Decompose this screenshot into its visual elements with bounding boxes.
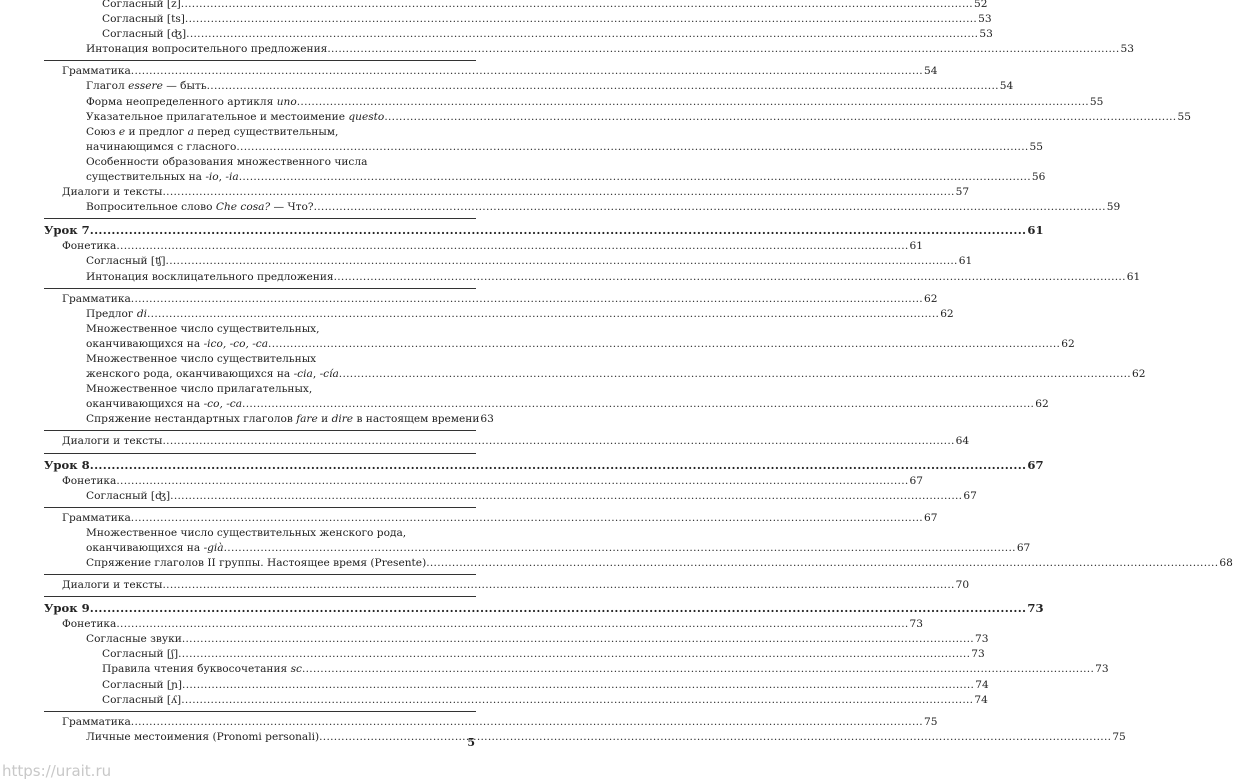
toc-entry-page: 68 (1219, 557, 1233, 569)
toc-entry-page: 54 (999, 80, 1014, 93)
toc-entry-page: 73 (909, 618, 924, 631)
toc-entry-title: Интонация вопросительного предложения (86, 43, 328, 56)
toc-entry-page: 55 (1177, 110, 1191, 123)
toc-lesson-heading (44, 600, 1044, 617)
toc-entry-page: 74 (974, 693, 988, 706)
toc-entry (44, 27, 993, 42)
toc-entry-title: Согласный [z] (102, 0, 181, 10)
toc-entry-title: женского рода, оканчивающихся на -cia, -cía (86, 368, 339, 381)
toc-entry-page: 73 (1095, 663, 1109, 676)
toc-entry-title: существительных на -io, -ia (86, 171, 239, 184)
toc-entry (44, 647, 985, 662)
toc-entry (44, 617, 924, 632)
toc-entry (44, 715, 938, 730)
toc-entry (44, 412, 494, 427)
toc-entry-page: 67 (963, 489, 977, 502)
toc-entry-page: 59 (1106, 201, 1121, 214)
toc-entry (44, 367, 1146, 382)
toc-entry-title: Диалоги и тексты (62, 435, 163, 448)
toc-entry-page: 67 (1027, 457, 1044, 472)
toc-entry (44, 578, 970, 593)
toc-entry (44, 489, 977, 504)
toc-entry-title: Спряжение нестандартных глаголов fare и dire в настоящем времени (86, 413, 480, 426)
toc-entry-page: 55 (1029, 140, 1044, 153)
toc-entry-page: 61 (1126, 270, 1141, 283)
toc-entry (44, 110, 1191, 125)
toc-entry-title: Предлог di (86, 307, 148, 320)
toc-entry (44, 632, 989, 647)
toc-entry-title: Личные местоимения (Pronomi personali) (86, 730, 320, 743)
toc-entry-page: 73 (1027, 601, 1044, 616)
toc-entry-title: Согласный [ʎ] (102, 693, 182, 706)
toc-entry-page: 62 (940, 307, 954, 320)
toc-entry-title: Глагол essere — быть (86, 80, 207, 93)
toc-entry-page: 74 (975, 678, 989, 691)
toc-entry-title: Урок 8 (44, 457, 90, 472)
toc-entry-page: 56 (1031, 171, 1046, 184)
toc-entry-line: Особенности образования множественного числа (86, 155, 368, 168)
toc-entry-title: Фонетика (62, 474, 117, 487)
toc-entry (44, 292, 938, 307)
toc-entry (44, 254, 973, 269)
divider (44, 60, 476, 61)
toc-entry-page: 64 (955, 435, 970, 448)
toc-entry-page: 62 (1061, 337, 1075, 350)
divider (44, 288, 476, 289)
toc-entry-page: 53 (978, 13, 992, 26)
toc-entry-title: Указательное прилагательное и местоимение questo (86, 110, 385, 123)
toc-entry-line: Множественное число существительных (86, 352, 317, 365)
toc-entry-title: Согласный [ts] (102, 13, 185, 26)
toc-entry (44, 140, 1044, 155)
toc-entry (44, 511, 938, 526)
toc-entry (44, 64, 938, 79)
toc-entry-title: Урок 7 (44, 223, 90, 238)
toc-entry-title: Грамматика (62, 292, 131, 305)
toc-entry (44, 0, 988, 12)
toc-entry-title: Грамматика (62, 715, 131, 728)
toc-entry-page: 61 (909, 240, 924, 253)
divider (44, 596, 476, 597)
toc-entry-page: 61 (1027, 223, 1044, 238)
toc-entry-page: 61 (958, 255, 973, 268)
divider (44, 453, 476, 454)
toc-entry-title: Диалоги и тексты (62, 579, 163, 592)
toc-entry (44, 12, 992, 27)
toc-entry-page: 53 (979, 28, 993, 41)
toc-entry-page: 75 (923, 715, 938, 728)
toc-entry-title: Спряжение глаголов II группы. Настоящее время (Presente) (86, 557, 427, 569)
toc-entry-page: 75 (1112, 730, 1126, 743)
toc-entry-page: 63 (480, 413, 494, 426)
divider (44, 574, 476, 575)
toc-entry (44, 42, 1134, 57)
toc-entry-title: Фонетика (62, 618, 117, 631)
toc-entry (44, 307, 954, 322)
toc-entry-page: 62 (1131, 368, 1146, 381)
toc-entry (44, 693, 988, 708)
toc-entry-title: Согласный [ʃ] (102, 648, 179, 661)
toc-entry (44, 185, 970, 200)
toc-entry-page: 67 (1016, 541, 1031, 554)
toc-entry-title: Согласный [ɲ] (102, 678, 183, 691)
toc-entry-title: Согласный [ʤ] (102, 28, 187, 41)
toc-lesson-heading (44, 457, 1044, 474)
toc-entry-title: Фонетика (62, 240, 117, 253)
toc-entry-title: оканчивающихся на -già (86, 541, 224, 554)
toc-entry (44, 170, 1046, 185)
toc-entry-title: Согласный [ʤ] (86, 489, 171, 502)
toc-entry-title: оканчивающихся на -co, -ca (86, 398, 243, 411)
toc-entry-line: Множественное число прилагательных, (86, 383, 313, 396)
toc-entry-page: 70 (955, 579, 970, 592)
toc-entry (44, 397, 1049, 412)
toc-entry-line: Множественное число существительных, (86, 322, 320, 335)
toc-entry (44, 662, 1109, 677)
toc-entry-title: Правила чтения буквосочетания sc (102, 663, 302, 676)
toc-entry (44, 200, 1121, 215)
toc-entry-page: 52 (973, 0, 988, 10)
table-of-contents (44, 0, 1233, 745)
toc-entry-page: 62 (1035, 398, 1049, 411)
toc-entry-title: Грамматика (62, 511, 131, 524)
toc-entry (44, 270, 1141, 285)
divider (44, 507, 476, 508)
toc-entry-title: Интонация восклицательного предложения (86, 270, 334, 283)
toc-entry (44, 79, 1014, 94)
toc-lesson-heading (44, 222, 1044, 239)
toc-entry-page: 67 (909, 474, 924, 487)
toc-entry-title: Согласный [ʧ] (86, 255, 166, 268)
watermark: https://urait.ru (2, 762, 112, 780)
toc-entry-title: Согласные звуки (86, 633, 182, 646)
toc-entry (44, 239, 924, 254)
toc-entry-line: Множественное число существительных женского рода, (86, 526, 407, 539)
toc-entry-title: Грамматика (62, 65, 131, 78)
page-number: 5 (467, 736, 475, 749)
toc-entry-title: оканчивающихся на -ico, -co, -ca (86, 337, 269, 350)
toc-entry-title: начинающимся с гласного (86, 140, 237, 153)
toc-entry (44, 434, 970, 449)
toc-entry-title: Урок 9 (44, 601, 90, 616)
divider (44, 430, 476, 431)
toc-entry-page: 53 (1120, 43, 1134, 56)
divider (44, 218, 476, 219)
toc-entry (44, 678, 989, 693)
toc-entry (44, 474, 924, 489)
toc-entry-page: 73 (971, 648, 985, 661)
toc-entry (44, 337, 1075, 352)
toc-entry-page: 62 (923, 292, 938, 305)
toc-entry-title: Диалоги и тексты (62, 186, 163, 199)
toc-entry-title: Вопросительное слово Che cosa? — Что? (86, 201, 314, 214)
toc-entry-page: 54 (923, 65, 938, 78)
toc-entry (44, 730, 1126, 745)
toc-entry (44, 95, 1104, 110)
toc-entry-page: 67 (923, 511, 938, 524)
toc-entry-page: 57 (955, 186, 970, 199)
toc-entry (44, 541, 1031, 556)
toc-entry-page: 73 (974, 633, 989, 646)
toc-entry-title: Форма неопределенного артикля uno (86, 95, 297, 108)
divider (44, 711, 476, 712)
toc-entry-line: Союз e и предлог a перед существительным, (86, 125, 339, 138)
toc-entry (44, 556, 1233, 571)
toc-entry-page: 55 (1089, 95, 1104, 108)
